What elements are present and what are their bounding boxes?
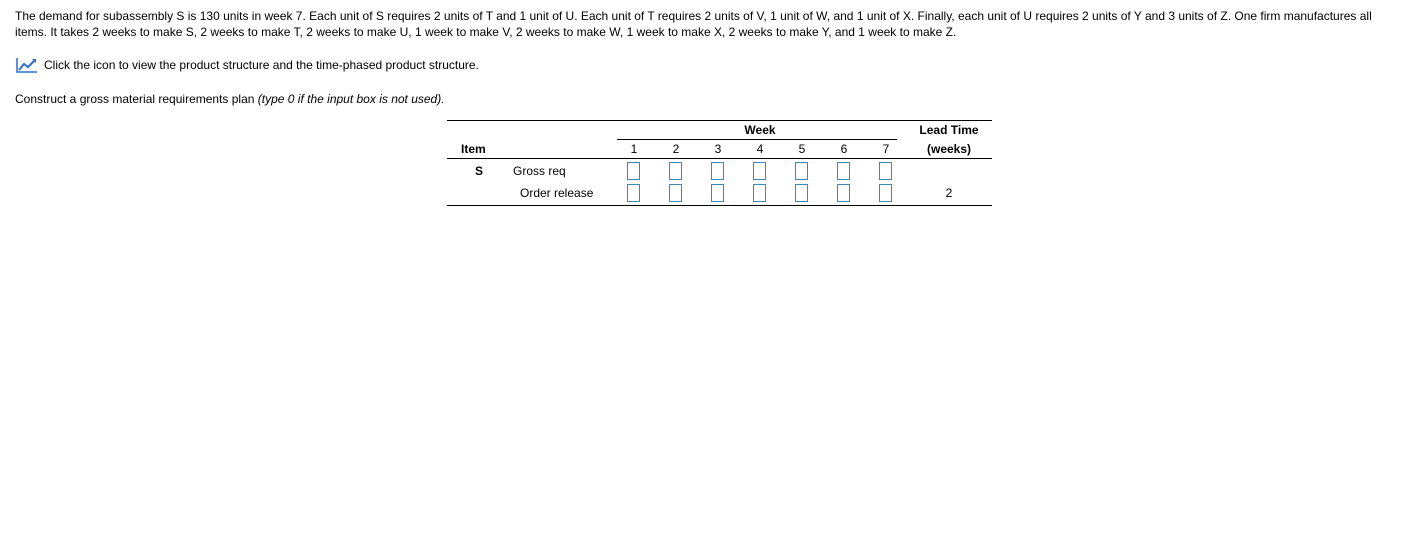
week-4-header: 4 xyxy=(756,142,764,156)
week-7-header: 7 xyxy=(882,142,890,156)
lead-time-value: 2 xyxy=(945,186,953,200)
instruction-main: Construct a gross material requirements plan xyxy=(15,92,258,106)
order-release-label: Order release xyxy=(520,186,594,200)
order-release-week-3-input[interactable] xyxy=(711,184,724,202)
instruction-hint: (type 0 if the input box is not used). xyxy=(257,92,445,106)
gross-req-week-1-input[interactable] xyxy=(627,162,640,180)
order-release-week-6-input[interactable] xyxy=(837,184,850,202)
product-structure-link-text: Click the icon to view the product structure and the time-phased product structure. xyxy=(44,58,479,72)
gross-req-week-2-input[interactable] xyxy=(669,162,682,180)
lead-time-header: Lead Time xyxy=(919,123,979,137)
order-release-week-7-input[interactable] xyxy=(879,184,892,202)
problem-statement: The demand for subassembly S is 130 units in week 7. Each unit of S requires 2 units of T and 1 unit of U. Each unit of T requires 2 units of V, 1 unit of W, and 1 unit of X. Finally, each unit of U requires 2 units of Y and 3 units of Z. One firm manufactures all items. It takes 2 weeks to make S, 2 weeks to make T, 2 weeks to make U, 1 week to make V, 2 weeks to make W, 1 week to make X, 2 weeks to make Y, and 1 week to make Z. xyxy=(15,9,1372,39)
instruction-text xyxy=(15,92,445,106)
week-1-header: 1 xyxy=(630,142,638,156)
gross-req-week-5-input[interactable] xyxy=(795,162,808,180)
order-release-week-1-input[interactable] xyxy=(627,184,640,202)
lead-time-unit-header: (weeks) xyxy=(926,142,972,156)
item-header: Item xyxy=(461,142,486,156)
week-rule xyxy=(617,139,897,140)
product-structure-link-row xyxy=(16,56,479,74)
week-header: Week xyxy=(744,123,776,137)
order-release-week-5-input[interactable] xyxy=(795,184,808,202)
week-2-header: 2 xyxy=(672,142,680,156)
chart-line-icon[interactable] xyxy=(16,57,38,73)
item-s: S xyxy=(475,164,484,178)
table-top-rule xyxy=(447,120,992,121)
mrp-table xyxy=(447,120,992,208)
order-release-week-2-input[interactable] xyxy=(669,184,682,202)
header-bottom-rule xyxy=(447,158,992,159)
week-6-header: 6 xyxy=(840,142,848,156)
week-3-header: 3 xyxy=(714,142,722,156)
gross-req-week-6-input[interactable] xyxy=(837,162,850,180)
order-release-week-4-input[interactable] xyxy=(753,184,766,202)
week-5-header: 5 xyxy=(798,142,806,156)
gross-req-week-7-input[interactable] xyxy=(879,162,892,180)
table-bottom-rule xyxy=(447,205,992,206)
gross-req-label: Gross req xyxy=(513,164,566,178)
gross-req-week-4-input[interactable] xyxy=(753,162,766,180)
gross-req-week-3-input[interactable] xyxy=(711,162,724,180)
